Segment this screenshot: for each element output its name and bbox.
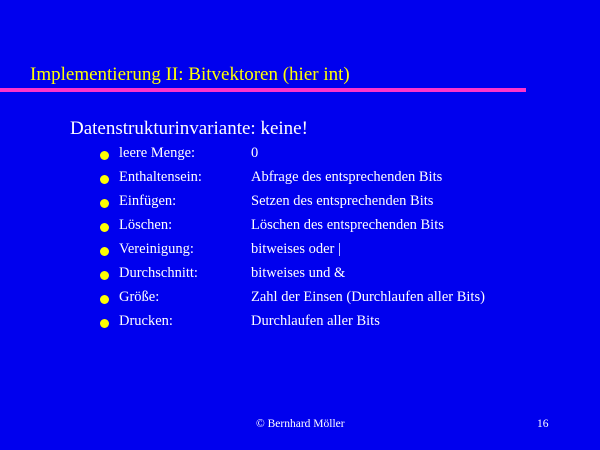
footer-copyright: © Bernhard Möller: [256, 418, 345, 430]
list-item: [100, 168, 580, 192]
title-divider: [0, 88, 526, 92]
operation-label: Größe:: [119, 289, 160, 305]
operation-value: Abfrage des entsprechenden Bits: [251, 169, 443, 185]
operation-value: 0: [251, 145, 259, 161]
operation-value: Zahl der Einsen (Durchlaufen aller Bits): [251, 289, 485, 305]
bullet-icon: [100, 223, 109, 232]
list-item: [100, 312, 580, 336]
operation-value: Setzen des entsprechenden Bits: [251, 193, 434, 209]
operation-value: Durchlaufen aller Bits: [251, 313, 380, 329]
operation-value: Löschen des entsprechenden Bits: [251, 217, 444, 233]
bullet-icon: [100, 295, 109, 304]
list-item: [100, 192, 580, 216]
operation-label: Vereinigung:: [119, 241, 194, 257]
operation-label: Löschen:: [119, 217, 173, 233]
list-item: [100, 216, 580, 240]
operation-value: bitweises oder |: [251, 241, 341, 257]
list-item: [100, 144, 580, 168]
list-item: [100, 264, 580, 288]
bullet-icon: [100, 271, 109, 280]
list-item: [100, 288, 580, 312]
page-number: 16: [537, 418, 549, 430]
bullet-icon: [100, 151, 109, 160]
operation-label: Drucken:: [119, 313, 173, 329]
operation-label: leere Menge:: [119, 145, 196, 161]
bullet-icon: [100, 175, 109, 184]
slide-subtitle: Datenstrukturinvariante: keine!: [70, 118, 308, 139]
bullet-icon: [100, 319, 109, 328]
slide-title: Implementierung II: Bitvektoren (hier int): [30, 64, 350, 85]
bullet-icon: [100, 247, 109, 256]
operation-label: Einfügen:: [119, 193, 177, 209]
operation-label: Durchschnitt:: [119, 265, 198, 281]
operation-list: [100, 144, 580, 336]
operation-value: bitweises und &: [251, 265, 346, 281]
list-item: [100, 240, 580, 264]
bullet-icon: [100, 199, 109, 208]
operation-label: Enthaltensein:: [119, 169, 202, 185]
